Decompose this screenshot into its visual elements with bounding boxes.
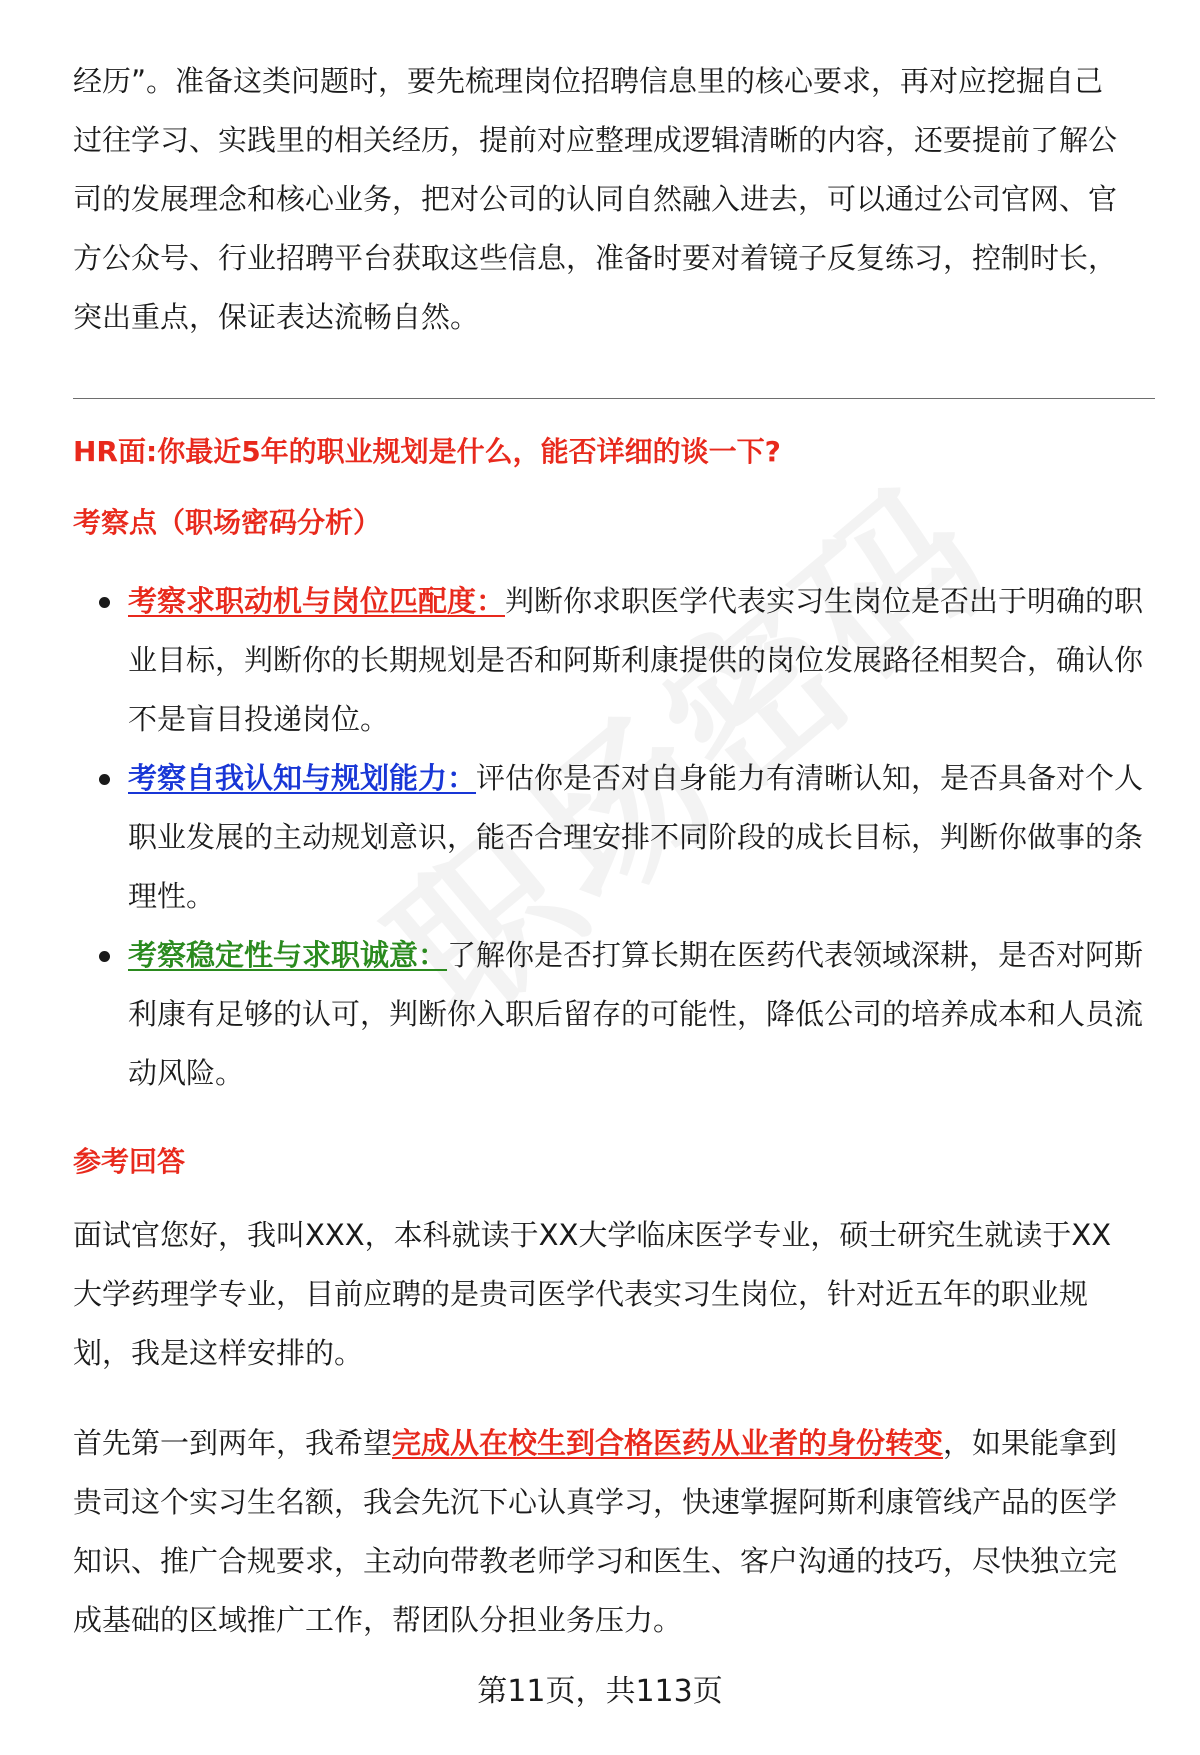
analysis-point [73, 926, 1153, 1103]
section-divider [73, 398, 1155, 399]
point-keyword: 考察稳定性与求职诚意： [128, 938, 448, 972]
answer-text-after: ，如果能拿到贵司这个实习生名额，我会先沉下心认真学习，快速掌握阿斯利康管线产品的医学知识、推广合规要求，主动向带教老师学习和医生、客户沟通的技巧，尽快独立完成基础的区域推广工作，帮团队分担业务压力。 [73, 1426, 1118, 1637]
question-heading: HR面:你最近5年的职业规划是什么，能否详细的谈一下? [73, 435, 781, 468]
answer-heading: 参考回答 [73, 1145, 186, 1178]
point-text: 了解你是否打算长期在医药代表领域深耕，是否对阿斯利康有足够的认可，判断你入职后留存的可能性，降低公司的培养成本和人员流动风险。 [128, 938, 1144, 1090]
page-number-footer: 第11页，共113页 [477, 1674, 723, 1709]
bullet-icon [99, 597, 110, 608]
analysis-point [73, 572, 1153, 749]
point-text: 评估你是否对自身能力有清晰认知，是否具备对个人职业发展的主动规划意识，能否合理安排不同阶段的成长目标，判断你做事的条理性。 [128, 761, 1144, 913]
bullet-icon [99, 774, 110, 785]
bullet-icon [99, 951, 110, 962]
point-keyword: 考察自我认知与规划能力： [128, 761, 477, 795]
analysis-heading: 考察点（职场密码分析） [73, 506, 382, 539]
answer-highlight: 完成从在校生到合格医药从业者的身份转变 [392, 1426, 944, 1460]
answer-text-before: 首先第一到两年，我希望 [73, 1426, 393, 1460]
answer-paragraph-1: 面试官您好，我叫XXX，本科就读于XX大学临床医学专业，硕士研究生就读于XX大学药理学专业，目前应聘的是贵司医学代表实习生岗位，针对近五年的职业规划，我是这样安排的。 [73, 1218, 1112, 1370]
intro-paragraph: 经历”。准备这类问题时，要先梳理岗位招聘信息里的核心要求，再对应挖掘自己过往学习、实践里的相关经历，提前对应整理成逻辑清晰的内容，还要提前了解公司的发展理念和核心业务，把对公司的认同自然融入进去，可以通过公司官网、官方公众号、行业招聘平台获取这些信息，准备时要对着镜子反复练习，控制时长，突出重点，保证表达流畅自然。 [73, 64, 1118, 334]
point-text: 判断你求职医学代表实习生岗位是否出于明确的职业目标，判断你的长期规划是否和阿斯利康提供的岗位发展路径相契合，确认你不是盲目投递岗位。 [128, 584, 1144, 736]
answer-paragraph-2 [73, 1414, 1128, 1650]
analysis-point [73, 749, 1153, 926]
analysis-point-list [73, 572, 1153, 1103]
point-keyword: 考察求职动机与岗位匹配度： [128, 584, 506, 618]
